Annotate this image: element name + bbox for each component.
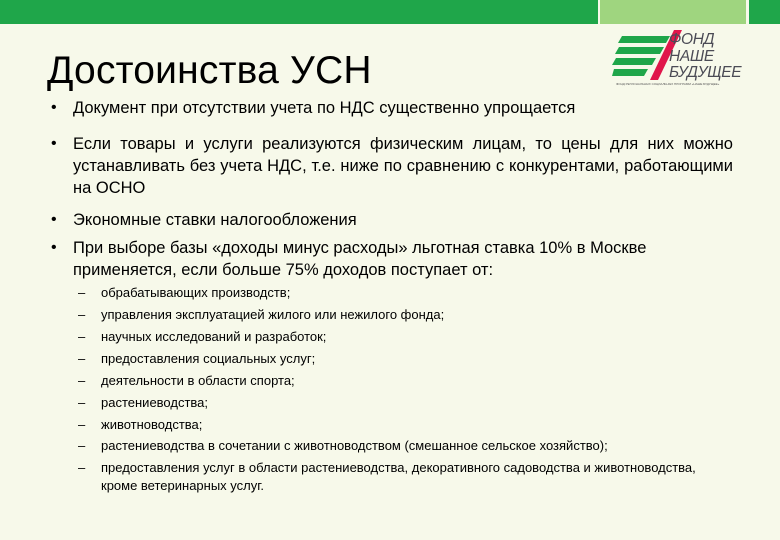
top-color-bar bbox=[0, 0, 780, 24]
sub-item: обрабатывающих производств; bbox=[101, 285, 291, 300]
bullet-marker: • bbox=[51, 135, 57, 152]
sub-item: предоставления социальных услуг; bbox=[101, 351, 316, 366]
bullet-item: При выборе базы «доходы минус расходы» льготная ставка 10% в Москве применяется, если больше 75% доходов поступает от: bbox=[73, 239, 647, 279]
fund-logo bbox=[612, 30, 772, 92]
sub-item: научных исследований и разработок; bbox=[101, 329, 327, 344]
top-bar-light-segment bbox=[600, 0, 746, 24]
sub-item: предоставления услуг в области растениеводства, декоративного садоводства и животноводства, кроме ветеринарных услуг. bbox=[101, 460, 696, 493]
sub-item: растениеводства в сочетании с животноводством (смешанное сельское хозяйство); bbox=[101, 438, 608, 453]
sub-item: растениеводства; bbox=[101, 395, 209, 410]
bullet-marker: • bbox=[51, 99, 57, 116]
bullet-item: Если товары и услуги реализуются физическим лицам, то цены для них можно устанавливать без учета НДС, т.е. ниже по сравнению с конкурентами, работающими на ОСНО bbox=[73, 135, 733, 197]
logo-text-line1: ФОНД bbox=[669, 31, 715, 48]
dash-marker: – bbox=[78, 460, 86, 475]
dash-marker: – bbox=[78, 329, 86, 344]
top-bar-end-segment bbox=[749, 0, 780, 24]
bullet-item: Экономные ставки налогообложения bbox=[73, 211, 357, 229]
dash-marker: – bbox=[78, 373, 86, 388]
dash-marker: – bbox=[78, 395, 86, 410]
bullet-marker: • bbox=[51, 239, 57, 256]
logo-tagline: ФОНД РЕГИОНАЛЬНЫХ СОЦИАЛЬНЫХ ПРОГРАММ «НАШЕ БУДУЩЕЕ» bbox=[616, 82, 720, 86]
bullet-item: Документ при отсутствии учета по НДС существенно упрощается bbox=[73, 99, 576, 117]
dash-marker: – bbox=[78, 285, 86, 300]
bullet-marker: • bbox=[51, 211, 57, 228]
top-bar-green-segment bbox=[0, 0, 598, 24]
dash-marker: – bbox=[78, 351, 86, 366]
dash-marker: – bbox=[78, 417, 86, 432]
slide-title: Достоинства УСН bbox=[47, 49, 372, 92]
dash-marker: – bbox=[78, 438, 86, 453]
logo-text-line2: НАШЕ bbox=[669, 48, 714, 65]
dash-marker: – bbox=[78, 307, 86, 322]
sub-item: управления эксплуатацией жилого или нежилого фонда; bbox=[101, 307, 445, 322]
logo-text-line3: БУДУЩЕЕ bbox=[669, 64, 742, 81]
sub-item: деятельности в области спорта; bbox=[101, 373, 295, 388]
sub-item: животноводства; bbox=[101, 417, 203, 432]
